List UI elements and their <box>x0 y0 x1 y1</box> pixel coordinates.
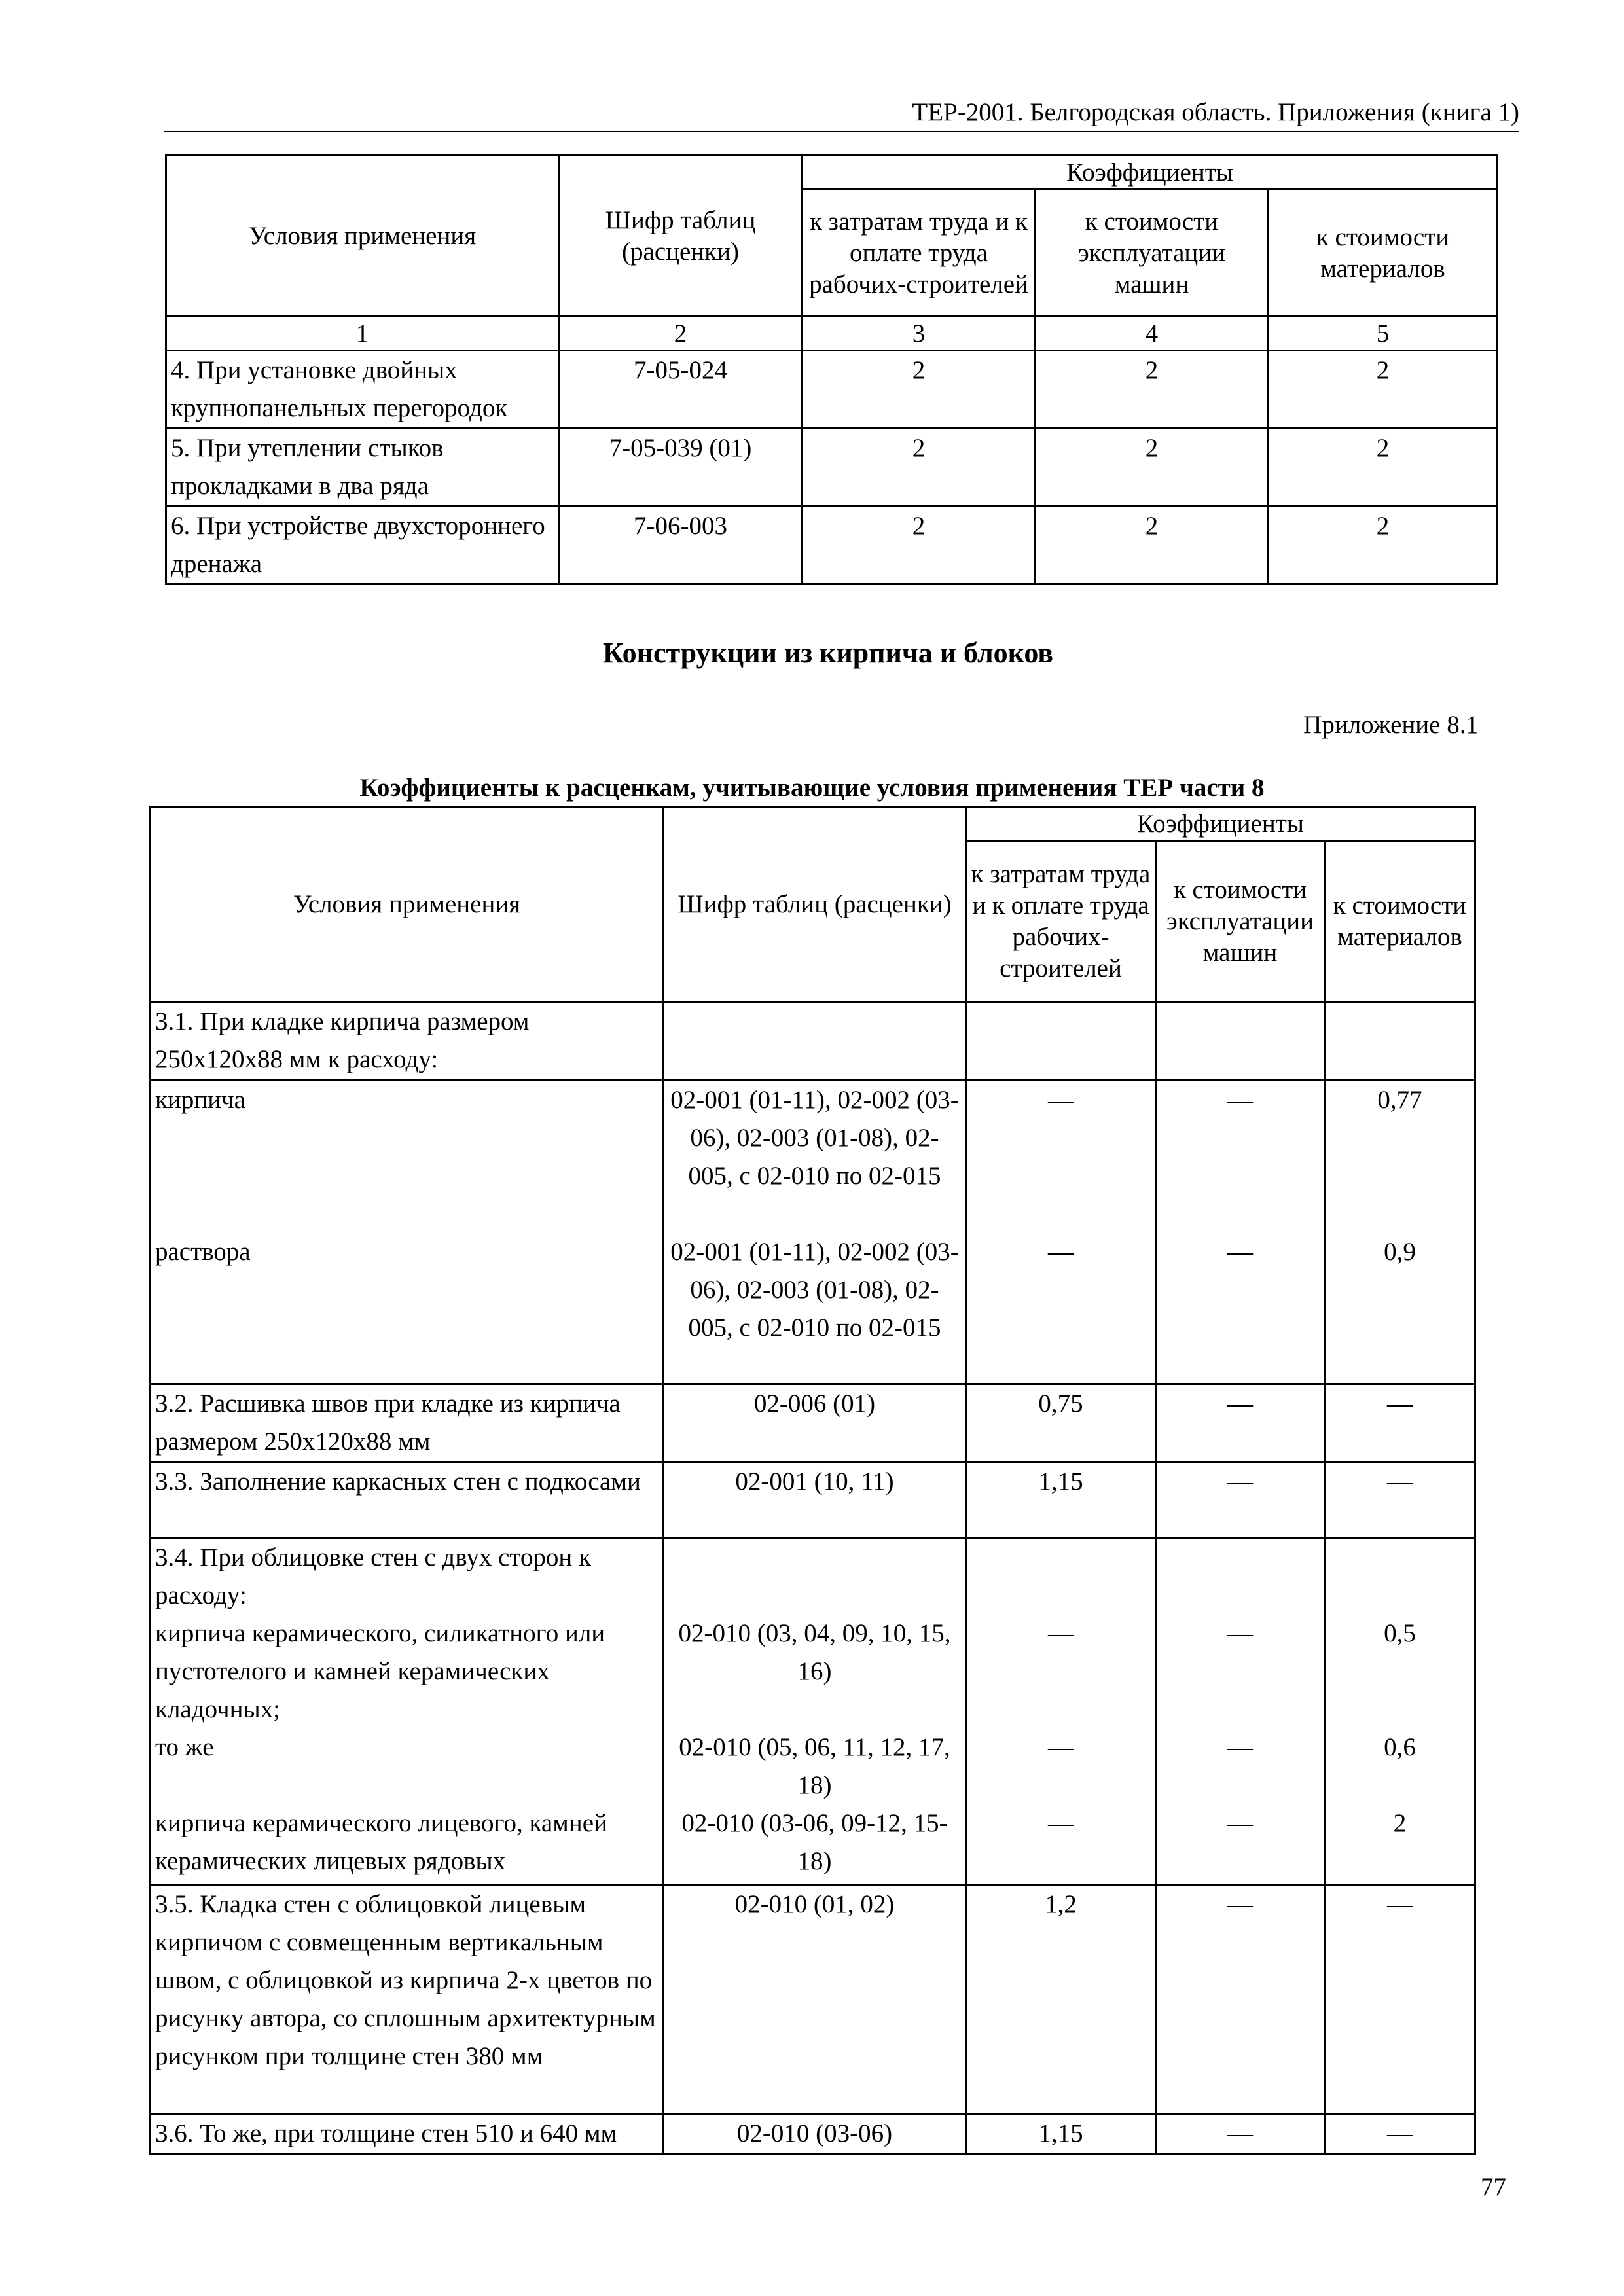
r34-b-materials: 0,6 <box>1384 1733 1416 1761</box>
r34-title: 3.4. При облицовке стен с двух сторон к расходу: <box>155 1543 591 1609</box>
r31-machines <box>1156 1081 1325 1384</box>
table-row <box>166 351 1498 429</box>
t1-header-materials: к стоимости материалов <box>1269 190 1498 317</box>
r35-labor: 1,2 <box>966 1885 1156 2114</box>
t1-cond: 5. При утеплении стыков прокладками в два ряда <box>166 429 559 507</box>
t1-number-row <box>166 317 1498 351</box>
r33-labor: 1,15 <box>966 1462 1156 1538</box>
t1-header-coefficients: Коэффициенты <box>803 156 1498 190</box>
r31-labor <box>966 1081 1156 1384</box>
r31-materials <box>1325 1081 1475 1384</box>
r34-c-materials: 2 <box>1393 1809 1407 1837</box>
r32-code: 02-006 (01) <box>664 1384 966 1462</box>
t2-header-materials: к стоимости материалов <box>1325 841 1475 1002</box>
table-row <box>151 2114 1475 2154</box>
r32-materials: — <box>1325 1384 1475 1462</box>
r31-code <box>664 1081 966 1384</box>
table-row <box>151 1002 1475 1081</box>
t1-header-machines: к стоимости эксплуатации машин <box>1036 190 1269 317</box>
r34-b-labor: — <box>1048 1733 1074 1761</box>
table-row <box>151 1462 1475 1538</box>
r34-a-labor: — <box>1048 1619 1074 1647</box>
t1-labor: 2 <box>803 351 1036 429</box>
running-header: ТЕР-2001. Белгородская область. Приложения (книга 1) <box>912 98 1519 126</box>
r31-brick-labor: — <box>1048 1086 1074 1114</box>
r33-code: 02-001 (10, 11) <box>664 1462 966 1538</box>
r34-c-labor: — <box>1048 1809 1074 1837</box>
r34-c-code: 02-010 (03-06, 09-12, 15-18) <box>681 1809 948 1875</box>
t1-materials: 2 <box>1269 429 1498 507</box>
r35-materials: — <box>1325 1885 1475 2114</box>
r31-cond <box>151 1081 664 1384</box>
r33-cond: 3.3. Заполнение каркасных стен с подкосами <box>151 1462 664 1538</box>
r34-b-machines: — <box>1227 1733 1253 1761</box>
t2-header-conditions: Условия применения <box>151 808 664 1002</box>
r31-mortar-code: 02-001 (01-11), 02-002 (03-06), 02-003 (01-08), 02-005, с 02-010 по 02-015 <box>670 1238 959 1342</box>
r34-code <box>664 1538 966 1885</box>
r35-machines: — <box>1156 1885 1325 2114</box>
r33-materials: — <box>1325 1462 1475 1538</box>
r34-a-cond: кирпича керамического, силикатного или пустотелого и камней керамических кладочных; <box>155 1619 605 1723</box>
r34-a-code: 02-010 (03, 04, 09, 10, 15, 16) <box>678 1619 951 1685</box>
r34-b-code: 02-010 (05, 06, 11, 12, 17, 18) <box>679 1733 950 1799</box>
r36-labor: 1,15 <box>966 2114 1156 2154</box>
r31-brick-code: 02-001 (01-11), 02-002 (03-06), 02-003 (01-08), 02-005, с 02-010 по 02-015 <box>670 1086 959 1190</box>
r31-brick-materials: 0,77 <box>1377 1086 1422 1114</box>
t2-header-labor: к затратам труда и к оплате труда рабочих-строителей <box>966 841 1156 1002</box>
table-caption: Коэффициенты к расценкам, учитывающие условия применения ТЕР части 8 <box>359 774 1265 802</box>
coefficients-table-1 <box>165 154 1498 585</box>
t1-code: 7-06-003 <box>559 507 803 584</box>
t1-col-number: 2 <box>559 317 803 351</box>
r32-cond: 3.2. Расшивка швов при кладке из кирпича размером 250х120х88 мм <box>151 1384 664 1462</box>
r31-title: 3.1. При кладке кирпича размером 250х120х88 мм к расходу: <box>151 1002 664 1081</box>
page-number: 77 <box>1481 2173 1506 2201</box>
header-rule <box>164 131 1519 132</box>
r34-cond <box>151 1538 664 1885</box>
table-row <box>151 1885 1475 2114</box>
r31-mortar-labor: — <box>1048 1238 1074 1266</box>
r35-code: 02-010 (01, 02) <box>664 1885 966 2114</box>
r31-mortar-cond: раствора <box>155 1238 251 1266</box>
t2-header-machines: к стоимости эксплуатации машин <box>1156 841 1325 1002</box>
r31-mortar-machines: — <box>1227 1238 1253 1266</box>
r33-machines: — <box>1156 1462 1325 1538</box>
r32-labor: 0,75 <box>966 1384 1156 1462</box>
t1-machines: 2 <box>1036 351 1269 429</box>
t1-materials: 2 <box>1269 351 1498 429</box>
r34-a-machines: — <box>1227 1619 1253 1647</box>
r34-materials <box>1325 1538 1475 1885</box>
table-row <box>166 429 1498 507</box>
t2-header-code: Шифр таблиц (расценки) <box>664 808 966 1002</box>
t1-code: 7-05-039 (01) <box>559 429 803 507</box>
r34-a-materials: 0,5 <box>1384 1619 1416 1647</box>
table-row <box>151 1081 1475 1384</box>
t1-labor: 2 <box>803 429 1036 507</box>
t1-cond: 6. При устройстве двухстороннего дренажа <box>166 507 559 584</box>
t2-header-coefficients: Коэффициенты <box>966 808 1475 841</box>
r35-cond: 3.5. Кладка стен с облицовкой лицевым кирпичом с совмещенным вертикальным швом, с облицовкой из кирпича 2-х цветов по рисунку автора, со сплошным архитектурным рисунком при толщине стен 380 мм <box>151 1885 664 2114</box>
r34-c-machines: — <box>1227 1809 1253 1837</box>
t1-col-number: 4 <box>1036 317 1269 351</box>
t1-materials: 2 <box>1269 507 1498 584</box>
r31-brick-machines: — <box>1227 1086 1253 1114</box>
t1-header-conditions: Условия применения <box>166 156 559 317</box>
appendix-label: Приложение 8.1 <box>1303 711 1479 739</box>
t1-labor: 2 <box>803 507 1036 584</box>
r31-brick-cond: кирпича <box>155 1086 245 1114</box>
r34-c-cond: кирпича керамического лицевого, камней керамических лицевых рядовых <box>155 1809 607 1875</box>
t1-machines: 2 <box>1036 507 1269 584</box>
r31-mortar-materials: 0,9 <box>1384 1238 1416 1266</box>
t1-machines: 2 <box>1036 429 1269 507</box>
t1-col-number: 3 <box>803 317 1036 351</box>
r36-materials: — <box>1325 2114 1475 2154</box>
table-row <box>166 507 1498 584</box>
t1-col-number: 1 <box>166 317 559 351</box>
t1-col-number: 5 <box>1269 317 1498 351</box>
t1-code: 7-05-024 <box>559 351 803 429</box>
r32-machines: — <box>1156 1384 1325 1462</box>
r36-cond: 3.6. То же, при толщине стен 510 и 640 мм <box>151 2114 664 2154</box>
table-row <box>151 1538 1475 1885</box>
coefficients-table-2 <box>149 806 1476 2155</box>
r34-machines <box>1156 1538 1325 1885</box>
table-row <box>151 1384 1475 1462</box>
r36-code: 02-010 (03-06) <box>664 2114 966 2154</box>
section-title: Конструкции из кирпича и блоков <box>602 637 1054 669</box>
r36-machines: — <box>1156 2114 1325 2154</box>
t1-header-labor: к затратам труда и к оплате труда рабочих-строителей <box>803 190 1036 317</box>
r34-b-cond: то же <box>155 1733 214 1761</box>
t1-header-code: Шифр таблиц (расценки) <box>559 156 803 317</box>
t1-cond: 4. При установке двойных крупнопанельных перегородок <box>166 351 559 429</box>
r34-labor <box>966 1538 1156 1885</box>
